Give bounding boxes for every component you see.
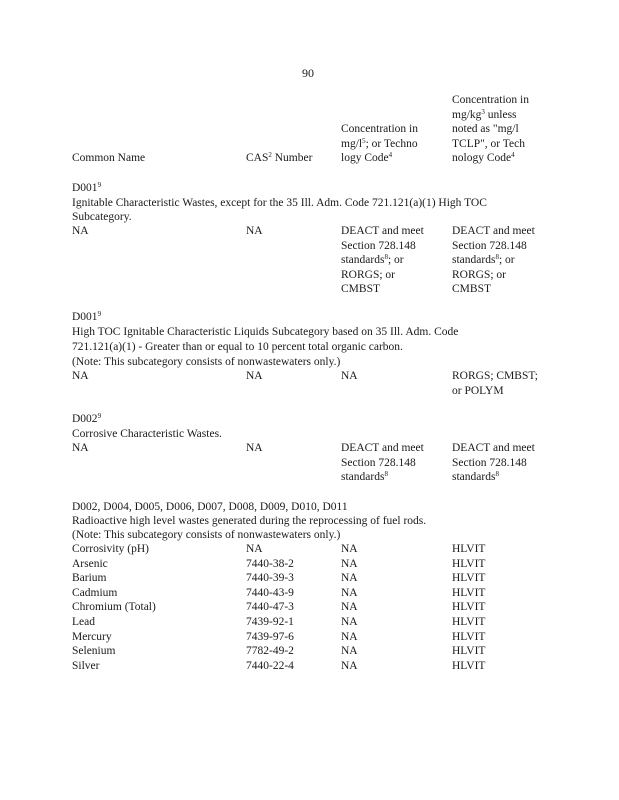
cell-common-name: Silver	[72, 659, 100, 672]
cell-nonwastewater-standard: HLVIT	[452, 572, 486, 585]
waste-code: $D001^9$	[72, 181, 102, 194]
cell-nonwastewater-standard: HLVIT	[452, 601, 486, 614]
cell-cas-number: 7440-43-9	[246, 586, 294, 599]
cell-wastewater-standard: DEACT and meet Section 728.148 standards$^8$	[341, 442, 424, 483]
header-wastewater-concentration: Concentration in $mg/l^5$; or Techno logy Code$^4$	[341, 123, 418, 164]
cell-common-name: NA	[72, 442, 89, 454]
cell-wastewater-standard: NA	[341, 586, 358, 599]
page-number: 90	[302, 66, 314, 80]
cell-wastewater-standard: DEACT and meet Section 728.148 standards$^8$; or RORGS; or CMBST	[341, 225, 424, 295]
waste-description: Radioactive high level wastes generated during the reprocessing of fuel rods.	[72, 515, 427, 527]
cell-wastewater-standard: NA	[341, 659, 358, 672]
header-nonwastewater-concentration: Concentration in $mg/kg^3$ unless noted as "mg/l TCLP", or Tech nology Code$^4$	[452, 94, 529, 164]
cell-cas-number: NA	[246, 225, 263, 237]
waste-code: $D002^9$	[72, 412, 102, 425]
cell-nonwastewater-standard: HLVIT	[452, 659, 486, 672]
waste-note: (Note: This subcategory consists of nonwastewaters only.)	[72, 356, 341, 368]
cell-cas-number: NA	[246, 370, 263, 382]
cell-nonwastewater-standard: HLVIT	[452, 586, 486, 599]
cell-wastewater-standard: NA	[341, 543, 358, 555]
cell-wastewater-standard: NA	[341, 645, 358, 658]
cell-common-name: Mercury	[72, 630, 112, 643]
header-common-name: Common Name	[72, 152, 146, 164]
cell-wastewater-standard: NA	[341, 370, 358, 382]
cell-nonwastewater-standard: DEACT and meet Section 728.148 standards$^8$; or RORGS; or CMBST	[452, 225, 535, 295]
cell-cas-number: 7782-49-2	[246, 645, 294, 658]
cell-cas-number: NA	[246, 442, 263, 454]
cell-common-name: Lead	[72, 616, 95, 628]
cell-nonwastewater-standard: HLVIT	[452, 616, 486, 628]
waste-code: $D001^9$	[72, 310, 102, 323]
cell-cas-number: 7439-92-1	[246, 616, 294, 628]
cell-wastewater-standard: NA	[341, 557, 358, 570]
cell-nonwastewater-standard: HLVIT	[452, 543, 486, 555]
cell-common-name: Selenium	[72, 645, 116, 658]
waste-description: Corrosive Characteristic Wastes.	[72, 428, 222, 440]
waste-description: Ignitable Characteristic Wastes, except for the 35 Ill. Adm. Code 721.121(a)(1) High TOC	[72, 197, 487, 209]
cell-cas-number: 7439-97-6	[246, 630, 294, 643]
cell-common-name: NA	[72, 225, 89, 237]
cell-nonwastewater-standard: HLVIT	[452, 557, 486, 570]
cell-nonwastewater-standard: DEACT and meet Section 728.148 standards$^8$	[452, 442, 535, 483]
waste-description: 721.121(a)(1) - Greater than or equal to 10 percent total organic carbon.	[72, 341, 403, 353]
cell-cas-number: NA	[246, 543, 263, 555]
waste-description: High TOC Ignitable Characteristic Liquids Subcategory based on 35 Ill. Adm. Code	[72, 326, 459, 338]
cell-nonwastewater-standard: RORGS; CMBST; or POLYM	[452, 370, 538, 397]
cell-common-name: Cadmium	[72, 586, 118, 599]
cell-nonwastewater-standard: HLVIT	[452, 630, 486, 643]
cell-common-name: NA	[72, 370, 89, 382]
cell-wastewater-standard: NA	[341, 601, 358, 614]
cell-wastewater-standard: NA	[341, 616, 358, 628]
cell-wastewater-standard: NA	[341, 630, 358, 643]
cell-cas-number: 7440-38-2	[246, 557, 294, 570]
header-cas-number: CAS$^2$ Number	[246, 151, 313, 164]
cell-common-name: Barium	[72, 572, 107, 585]
waste-description: Subcategory.	[72, 211, 132, 223]
cell-wastewater-standard: NA	[341, 572, 358, 585]
cell-common-name: Arsenic	[72, 557, 108, 570]
waste-note: (Note: This subcategory consists of nonwastewaters only.)	[72, 529, 341, 541]
cell-common-name: Chromium (Total)	[72, 601, 156, 614]
cell-cas-number: 7440-39-3	[246, 572, 294, 585]
cell-nonwastewater-standard: HLVIT	[452, 645, 486, 658]
cell-cas-number: 7440-47-3	[246, 601, 294, 614]
cell-cas-number: 7440-22-4	[246, 659, 294, 672]
cell-common-name: Corrosivity (pH)	[72, 543, 149, 555]
waste-code: D002, D004, D005, D006, D007, D008, D009, D010, D011	[72, 501, 348, 513]
